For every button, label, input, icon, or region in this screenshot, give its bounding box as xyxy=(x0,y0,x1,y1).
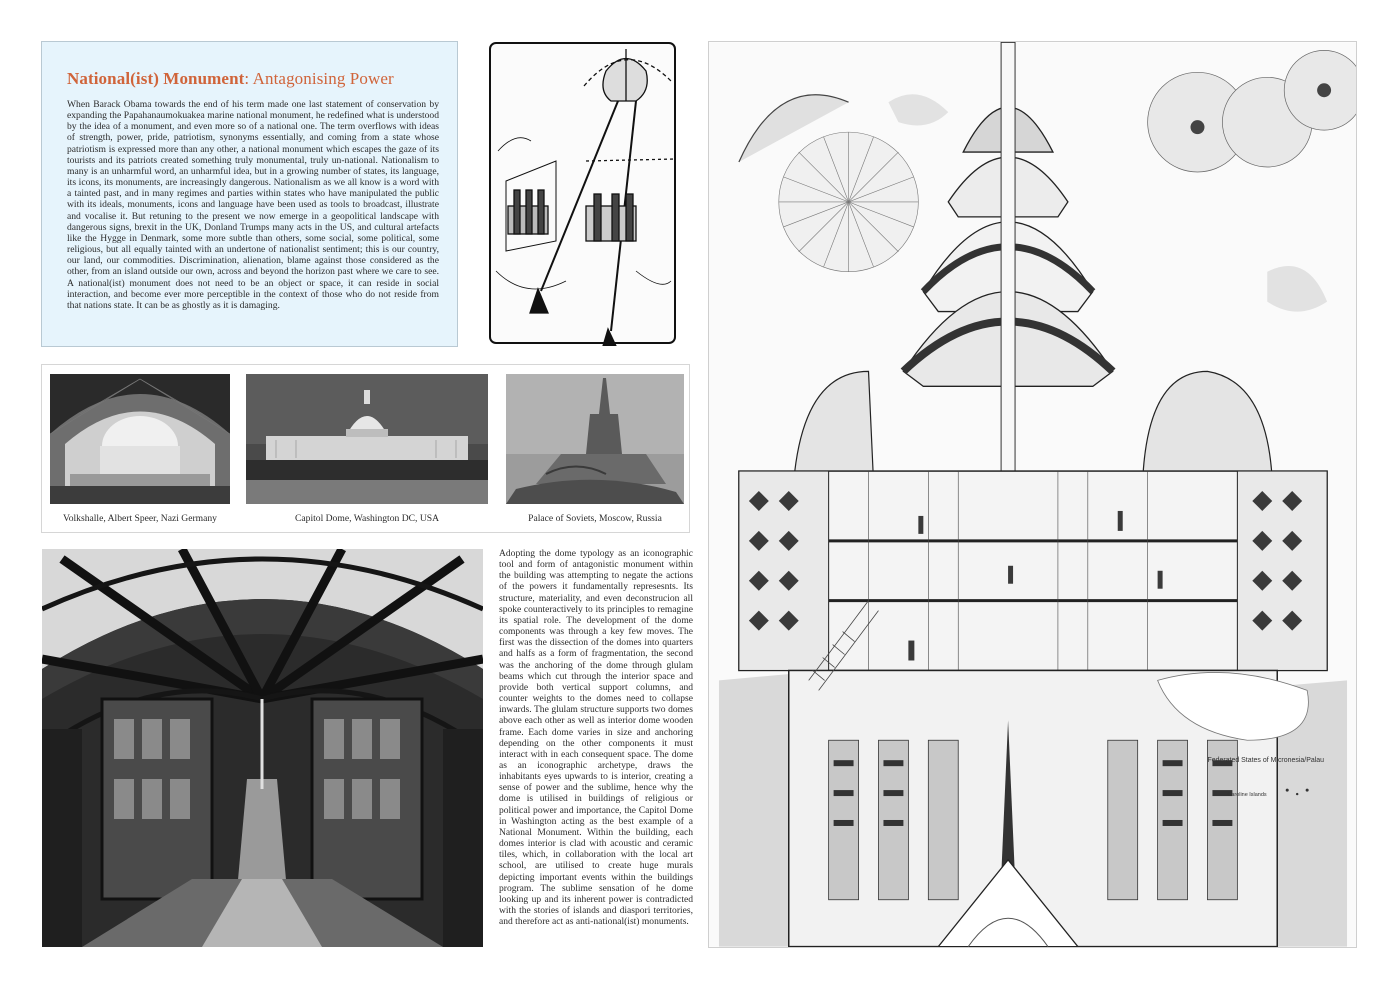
intro-panel xyxy=(41,41,458,347)
axonometric-section-drawing xyxy=(708,41,1357,948)
map-label-states: Federated States of Micronesia/Palau xyxy=(1207,757,1325,765)
dome-description-paragraph: Adopting the dome typology as an iconographic tool and form of antagonistic monument within the building was attempting to negate the actions of the powers it fundamentally represesnts. Its structure, materiality, and even deconstrucion all spoke counteractively to its principles to remagine its spatial role. The development of the dome components was through a key few moves. The first was the dissection of the domes into quarters and halfs as a form of fragmentation, the second was the anchoring of the dome through glulam beams which cut through the interior space and provide both vertical support columns, and counter weights to the domes need to collapse inwards. The glulam structure supports two domes above each other as well as interior dome wooden frame. Each dome varies in size and anchoring depending on the other components it must interact with in each consequent space. The dome as an iconographic archetype, draws the inhabitants eyes upwards to is interior, creating a sense of power and the sublime, hence why the dome is utilised in buildings of religious or political power and importance, the Capitol Dome in Washington acting as the best example of a National Monument. Within the building, each domes interior is clad with acoustic and ceramic tiles, which, in collaboration with the local art school, are utilised to create huge murals depicting important events within the buildings program. The sublime sensation of he dome looking up and its inherent power is contradicted with the stories of islands and diaspori territories, and therefore act as anti-national(ist) monuments. xyxy=(499,548,693,928)
volkshalle-caption: Volkshalle, Albert Speer, Nazi Germany xyxy=(63,513,217,524)
capitol-dome-caption: Capitol Dome, Washington DC, USA xyxy=(294,513,440,524)
precedents-strip xyxy=(41,364,690,533)
intro-paragraph: When Barack Obama towards the end of his term made one last statement of conservation by expanding the Papahanaumokuakea marine national monument, he redefined what is understood by the idea of a monument, and even more so of a national one. The term overflows with ideas of strength, power, pride, patriotism, synonyms essentially, and coming from a state whose patriotism is expressed more than any other, a national monument which escapes the gaze of its tourists and its patriots created something truly monumental, truly un-national. Nationalism to many is an unharmful word, an unharmful idea, but in a growing number of states, its language, its icons, its monuments, are increasingly dangerous. Nationalism as we all know is a word with a tainted past, and in many regimes and parties within states who have manipulated the public with its ideals, monuments, icons and language have been used as tools to broadcast, illustrate and vocalise it. But retuning to the present we now emerge in a geopolitical landscape with dangerous signs, brexit in the UK, Donland Trumps many acts in the US, and cultural artefacts like the Hygge in Denmark, some more subtle than others, some social, some political, some religious, but all equally tainted with an undertone of nationalist sentiment; this is our country, our land, our commodities. Discrimination, alienation, blame against those considered as the other, from an island outside our own, across and beyond the horizon past where we care to see. A national(ist) monument does not need to be an object or space, it can reside in social interaction, and become ever more perceptible in the context of those who do not reside from that nations state. It can be as ghostly as it is damaging. xyxy=(67,99,439,311)
palace-of-soviets-image xyxy=(506,374,684,504)
interior-render xyxy=(42,549,483,947)
map-label-islands: Caroline Islands xyxy=(1227,792,1267,799)
volkshalle-image xyxy=(50,374,230,504)
palace-of-soviets-caption: Palace of Soviets, Moscow, Russia xyxy=(528,513,662,524)
page-title: National(ist) Monument: Antagonising Power xyxy=(67,69,394,88)
concept-sketch xyxy=(486,41,679,346)
capitol-dome-image xyxy=(246,374,488,504)
